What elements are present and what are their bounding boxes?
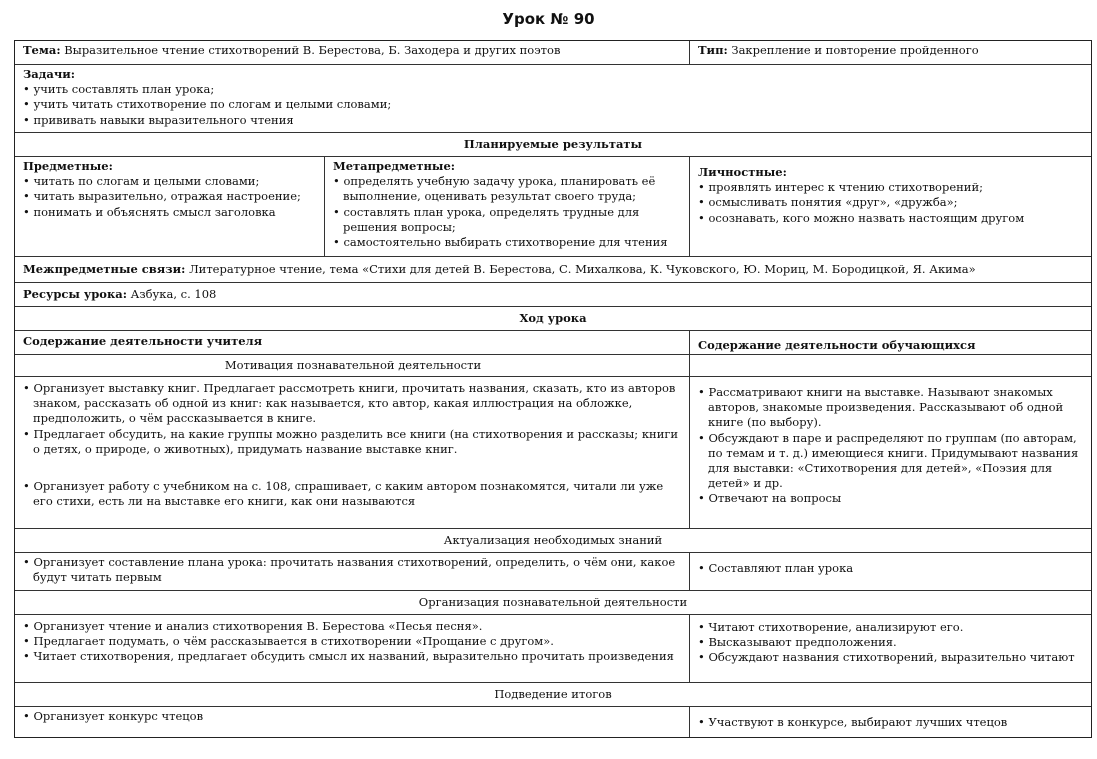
teacher-activity-list (23, 381, 683, 509)
stage-content-row (15, 553, 1091, 591)
tasks-row (15, 65, 1091, 133)
student-activity-list (698, 620, 1085, 666)
planned-results-title: Планируемые результаты (463, 136, 643, 151)
teacher-column-header: Содержание деятельности учителя (15, 331, 690, 354)
topic-row (15, 41, 1091, 65)
list-item: • Участвуют в конкурсе, выбирают лучших чтецов (698, 715, 1085, 730)
list-item: • Организует работу с учебником на с. 108, спрашивает, с каким автором познакомятся, читали ли уже его стихи, есть ли на выставке его книги, как они называются (23, 479, 683, 509)
stage-title: Подведение итогов (494, 686, 612, 701)
interdisciplinary-label: Межпредметные связи: (23, 262, 186, 276)
personal-results-list (698, 180, 1085, 226)
list-item: • Отвечают на вопросы (698, 491, 1085, 506)
course-title: Ход урока (519, 310, 587, 325)
stage-title: Мотивация познавательной деятельности (15, 355, 690, 376)
list-item: • Читает стихотворения, предлагает обсудить смысл их названий, выразительно прочитать произведения (23, 649, 683, 664)
stage-title-spacer (690, 355, 1091, 376)
list-item: • понимать и объяснять смысл заголовка (23, 205, 318, 220)
interdisciplinary-text: Литературное чтение, тема «Стихи для детей В. Берестова, С. Михалкова, К. Чуковского, Ю. Мориц, М. Бородицкой, Я. Акима» (189, 262, 976, 276)
list-item: • самостоятельно выбирать стихотворение для чтения (333, 235, 683, 250)
student-activity-list (698, 715, 1085, 730)
subject-results-label: Предметные: (23, 159, 113, 173)
student-column-header: Содержание деятельности обучающихся (698, 338, 976, 352)
teacher-activity-list (23, 709, 683, 724)
stage-row (15, 529, 1091, 553)
list-item: • прививать навыки выразительного чтения (23, 113, 1085, 128)
teacher-activity-cell (15, 553, 690, 590)
resources-label: Ресурсы урока: (23, 287, 127, 301)
list-item: • Организует конкурс чтецов (23, 709, 683, 724)
course-columns-row (15, 331, 1091, 355)
stage-content-row (15, 377, 1091, 529)
list-item: • Обсуждают в паре и распределяют по группам (по авторам, по темам и т. д.) имеющиеся книги. Придумывают названия для выставки: «Стихотворения для детей», «Поэзия для детей» и др. (698, 431, 1085, 492)
subject-results-cell (15, 157, 325, 256)
stage-title: Организация познавательной деятельности (418, 594, 688, 609)
list-item: • определять учебную задачу урока, планировать её выполнение, оценивать результат своего труда; (333, 174, 683, 204)
stage-content-row (15, 707, 1091, 737)
list-item: • Организует составление плана урока: прочитать названия стихотворений, определить, о чём они, какое будут читать первым (23, 555, 683, 585)
list-item: • Читают стихотворение, анализируют его. (698, 620, 1085, 635)
course-header (15, 307, 1091, 331)
resources-cell (15, 283, 1091, 306)
list-item: • Составляют план урока (698, 561, 1085, 576)
list-item: • Организует чтение и анализ стихотворения В. Берестова «Песья песня». (23, 619, 683, 634)
list-item: • проявлять интерес к чтению стихотворений; (698, 180, 1085, 195)
lesson-plan-table (14, 40, 1092, 738)
student-activity-cell (690, 615, 1091, 682)
stage-title: Актуализация необходимых знаний (443, 532, 663, 547)
type-cell (690, 41, 1091, 64)
teacher-activity-list (23, 619, 683, 665)
tasks-label: Задачи: (23, 67, 76, 81)
resources-text: Азбука, с. 108 (130, 287, 217, 301)
teacher-activity-cell (15, 377, 690, 528)
teacher-activity-list (23, 555, 683, 585)
personal-results-label: Личностные: (698, 165, 787, 179)
student-activity-cell (690, 377, 1091, 528)
stage-content-row (15, 615, 1091, 683)
list-item: • читать по слогам и целыми словами; (23, 174, 318, 189)
meta-results-list (333, 174, 683, 250)
type-label: Тип: (698, 43, 728, 57)
teacher-activity-cell (15, 615, 690, 682)
list-item: • читать выразительно, отражая настроение; (23, 189, 318, 204)
list-item: • учить составлять план урока; (23, 82, 1085, 97)
list-item: • составлять план урока, определять трудные для решения вопросы; (333, 205, 683, 235)
list-item: • Предлагает подумать, о чём рассказывается в стихотворении «Прощание с другом». (23, 634, 683, 649)
resources-row (15, 283, 1091, 307)
interdisciplinary-row (15, 257, 1091, 283)
stage-row (15, 355, 1091, 377)
list-item: • осознавать, кого можно назвать настоящим другом (698, 211, 1085, 226)
list-item: • Организует выставку книг. Предлагает рассмотреть книги, прочитать названия, сказать, кто из авторов знаком, рассказать об одной из книг: как называется, кто автор, какая иллюстрация на обложке, предположить, о чём рассказывается в книге. (23, 381, 683, 427)
list-item: • осмысливать понятия «друг», «дружба»; (698, 195, 1085, 210)
list-item: • Рассматривают книги на выставке. Называют знакомых авторов, знакомые произведения. Рассказывают об одной книге (по выбору). (698, 385, 1085, 431)
tasks-cell (15, 65, 1091, 132)
interdisciplinary-cell (15, 257, 1091, 282)
student-activity-list (698, 561, 1085, 576)
type-text: Закрепление и повторение пройденного (731, 43, 979, 57)
topic-text: Выразительное чтение стихотворений В. Берестова, Б. Заходера и других поэтов (64, 43, 561, 57)
personal-results-cell (690, 157, 1091, 256)
tasks-list (23, 82, 1085, 128)
planned-results-header (15, 133, 1091, 157)
stage-row (15, 683, 1091, 707)
list-item: • учить читать стихотворение по слогам и целыми словами; (23, 97, 1085, 112)
student-activity-cell (690, 707, 1091, 737)
list-item: • Высказывают предположения. (698, 635, 1085, 650)
student-activity-cell (690, 553, 1091, 590)
stage-row (15, 591, 1091, 615)
meta-results-label: Метапредметные: (333, 159, 456, 173)
topic-label: Тема: (23, 43, 61, 57)
list-item: • Обсуждают названия стихотворений, выразительно читают (698, 650, 1085, 665)
teacher-activity-cell (15, 707, 690, 737)
meta-results-cell (325, 157, 690, 256)
planned-results-row (15, 157, 1091, 257)
subject-results-list (23, 174, 318, 220)
list-item: • Предлагает обсудить, на какие группы можно разделить все книги (на стихотворения и рассказы; книги о детях, о природе, о животных), придумать название выставке книг. (23, 427, 683, 457)
lesson-title: Урок № 90 (502, 10, 595, 28)
topic-cell (15, 41, 690, 64)
student-activity-list (698, 385, 1085, 506)
